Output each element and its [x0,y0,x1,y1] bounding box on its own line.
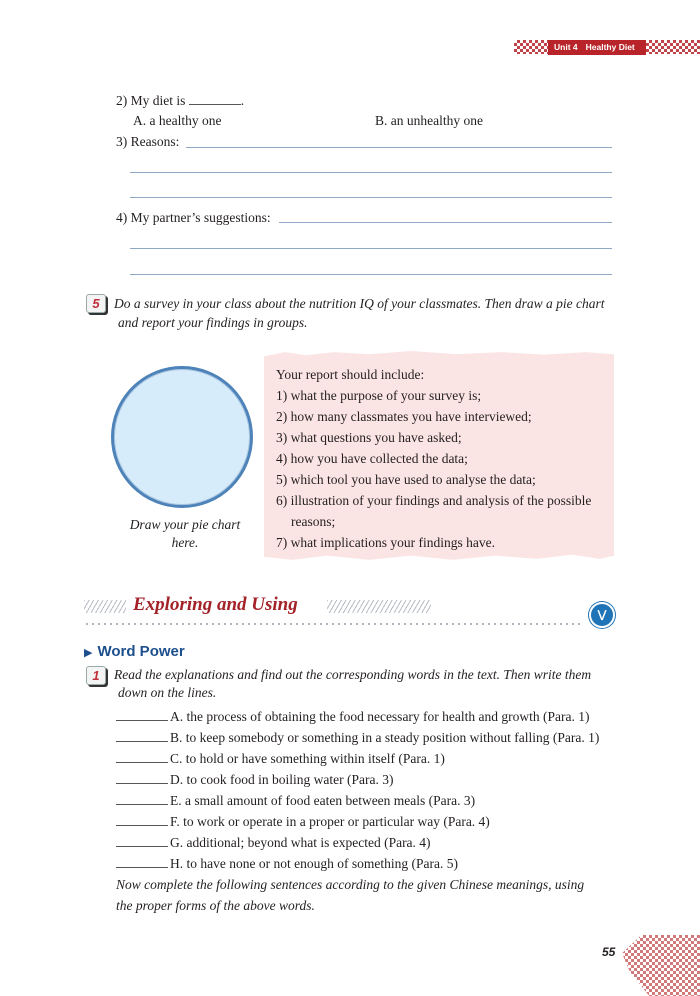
pie-caption-line1: Draw your pie chart [129,517,241,532]
report-item: 5) which tool you have used to analyse the data; [276,472,536,487]
suggestions-line-3[interactable] [130,274,612,275]
double-chevron-down-icon[interactable]: ⋁ [589,602,615,628]
unit-title: Healthy Diet [585,42,635,52]
report-item: 4) how you have collected the data; [276,451,468,466]
answer-blank[interactable] [116,741,168,742]
suggestions-line-2[interactable] [130,248,612,249]
answer-blank-q2[interactable] [189,104,241,105]
unit-header-tag [548,40,646,55]
vocab-item: A. the process of obtaining the food necessary for health and growth (Para. 1) [116,708,590,726]
report-item: 3) what questions you have asked; [276,430,462,445]
answer-blank[interactable] [116,783,168,784]
task1-instruction-line1: Read the explanations and find out the corresponding words in the text. Then write them [114,667,592,682]
vocab-item: G. additional; beyond what is expected (Para. 4) [116,834,431,852]
option-a: A. a healthy one [133,113,222,128]
follow-up-line1: Now complete the following sentences according to the given Chinese meanings, using [116,877,585,892]
answer-blank[interactable] [116,762,168,763]
page-number: 55 [602,945,616,959]
report-item: 2) how many classmates you have interviewed; [276,409,532,424]
reasons-line-2[interactable] [130,172,612,173]
report-item: 1) what the purpose of your survey is; [276,388,482,403]
report-item-continued: reasons; [291,514,336,529]
vocab-item: E. a small amount of food eaten between meals (Para. 3) [116,792,475,810]
task5-instruction-line1: Do a survey in your class about the nutrition IQ of your classmates. Then draw a pie chart [114,296,605,311]
question-3-label: 3) Reasons: [116,134,180,149]
question-2: 2) My diet is . [116,93,245,108]
task-number-badge: 5 [86,294,106,313]
report-item: 7) what implications your findings have. [276,535,495,550]
answer-blank[interactable] [116,825,168,826]
section-title: Exploring and Using [133,594,298,615]
task-number-badge: 1 [86,666,106,685]
section-hatch-right [327,600,431,613]
answer-blank[interactable] [116,804,168,805]
suggestions-line-1[interactable] [279,222,612,223]
section-hatch-left [84,600,126,613]
unit-label: Unit 4 [554,42,578,52]
follow-up-line2: the proper forms of the above words. [116,898,315,913]
header-decoration-right [646,40,700,54]
vocab-item: C. to hold or have something within itself (Para. 1) [116,750,445,768]
reasons-line-1[interactable] [186,147,612,148]
report-heading: Your report should include: [276,367,425,382]
answer-blank[interactable] [116,846,168,847]
vocab-item: H. to have none or not enough of something (Para. 5) [116,855,458,873]
vocab-item: D. to cook food in boiling water (Para. 3) [116,771,393,789]
answer-blank[interactable] [116,867,168,868]
vocab-item: B. to keep somebody or something in a steady position without falling (Para. 1) [116,729,599,747]
pie-chart-drawing-area[interactable] [111,366,253,508]
question-4-label: 4) My partner’s suggestions: [116,210,271,225]
vocab-item: F. to work or operate in a proper or particular way (Para. 4) [116,813,490,831]
footer-decoration [622,935,700,996]
pie-caption-line2: here. [171,535,199,550]
section-dotted-rule [84,623,580,625]
answer-blank[interactable] [116,720,168,721]
option-b: B. an unhealthy one [375,113,483,128]
header-decoration [514,40,548,54]
task1-instruction-line2: down on the lines. [118,685,217,700]
subsection-title: ▶ Word Power [84,643,185,660]
reasons-line-3[interactable] [130,197,612,198]
task5-instruction-line2: and report your findings in groups. [118,315,308,330]
report-item: 6) illustration of your findings and analysis of the possible [276,493,592,508]
triangle-right-icon: ▶ [84,647,93,659]
